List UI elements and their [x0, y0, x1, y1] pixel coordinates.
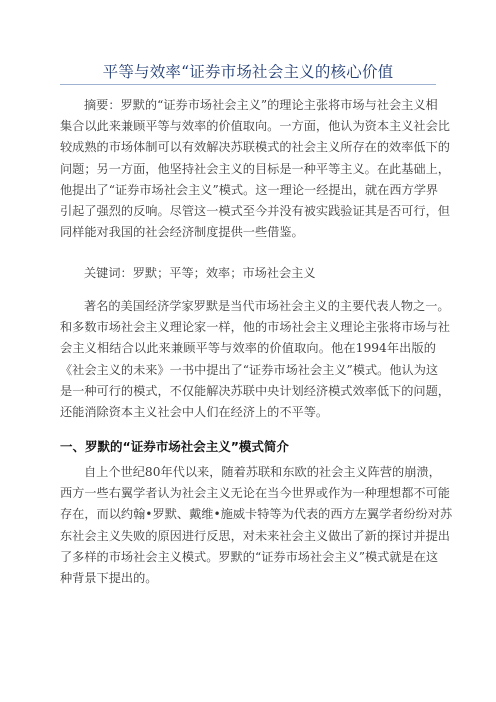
document-title: 平等与效率“证券市场社会主义的核心价值 [102, 63, 394, 81]
abstract-line: 集合以此来兼顾平等与效率的价值取向。一方面，他认为资本主义社会比 [60, 119, 450, 134]
abstract-line: 较成熟的市场体制可以有效解决苏联模式的社会主义所存在的效率低下的 [60, 140, 450, 155]
abstract-line: 摘要：罗默的“证券市场社会主义”的理论主张将市场与社会主义相 [84, 98, 438, 112]
section1-line: 东社会主义失败的原因进行反思，对未来社会主义做出了新的探讨并提出 [60, 528, 450, 543]
section1-line: 了多样的市场社会主义模式。罗默的“证券市场社会主义”模式就是在这 [60, 549, 439, 564]
intro-line: 会主义相结合以此来兼顾平等与效率的价值取向。他在1994年出版的 [60, 341, 436, 356]
section1-line: 自上个世纪80年代以来，随着苏联和东欧的社会主义阵营的崩溃， [84, 465, 441, 479]
abstract-paragraph [60, 95, 450, 243]
intro-line: 是一种可行的模式，不仅能解决苏联中央计划经济模式效率低下的问题， [60, 383, 450, 398]
section1-line: 种背景下提出的。 [60, 570, 158, 585]
abstract-line: 引起了强烈的反响。尽管这一模式至今并没有被实践验证其是否可行，但 [60, 203, 450, 218]
title-divider [60, 84, 436, 85]
abstract-line: 同样能对我国的社会经济制度提供一些借鉴。 [60, 225, 304, 240]
section1-line: 存在，而以约翰•罗默、戴维•施威卡特等为代表的西方左翼学者纷纷对苏 [60, 507, 453, 522]
intro-line: 《社会主义的未来》一书中提出了“证券市场社会主义”模式。他认为这 [60, 362, 439, 377]
keywords-paragraph [60, 263, 436, 284]
intro-line: 还能消除资本主义社会中人们在经济上的不平等。 [60, 404, 329, 419]
abstract-line: 他提出了“证券市场社会主义”模式。这一理论一经提出，就在西方学界 [60, 182, 439, 197]
abstract-line: 问题；另一方面，他坚持社会主义的目标是一种平等主义。在此基础上， [60, 161, 450, 176]
keywords-line: 关键词：罗默；平等；效率；市场社会主义 [84, 266, 316, 280]
intro-paragraph [60, 296, 450, 423]
intro-line: 著名的美国经济学家罗默是当代市场社会主义的主要代表人物之一。 [84, 299, 450, 313]
section1-paragraph [60, 462, 453, 589]
section1-line: 西方一些右翼学者认为社会主义无论在当今世界或作为一种理想都不可能 [60, 486, 450, 501]
intro-line: 和多数市场社会主义理论家一样，他的市场社会主义理论主张将市场与社 [60, 320, 450, 335]
section-heading: 一、罗默的“证券市场社会主义”模式简介 [60, 439, 289, 454]
